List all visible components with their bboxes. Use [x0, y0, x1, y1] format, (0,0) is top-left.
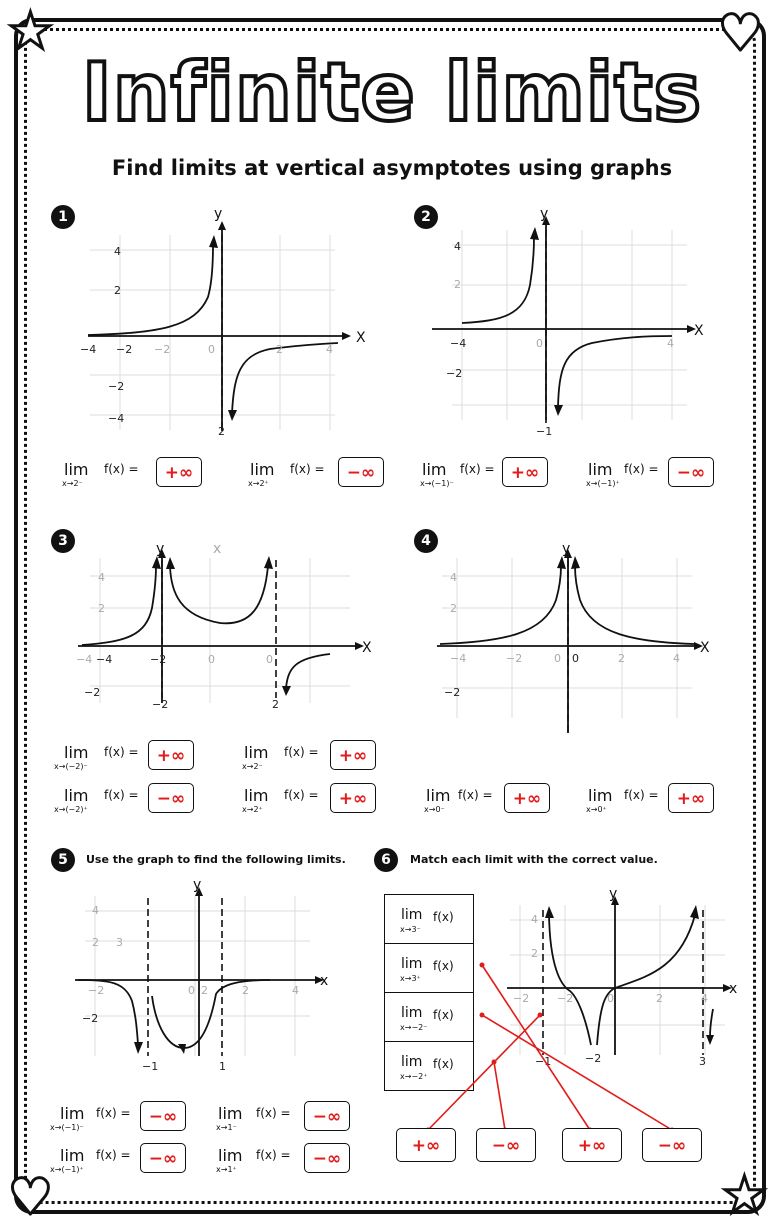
lim-label: lim	[588, 460, 613, 479]
lim-label: lim	[401, 1054, 423, 1070]
page-title: Infinite limits	[81, 46, 703, 139]
x-tick-label: −2	[513, 992, 530, 1005]
y-tick-label: 4	[531, 913, 538, 926]
x-tick-label: 0	[208, 343, 215, 356]
x-tick-label: 0	[554, 652, 561, 665]
y-axis-label: y	[562, 541, 571, 557]
asymptote-label: −2	[585, 1052, 602, 1065]
y-tick-label: 4	[98, 571, 105, 584]
x-tick-label: −4	[450, 337, 467, 350]
lim-function: f(x) =	[460, 462, 495, 476]
lim-subscript: x→1⁻	[216, 1123, 237, 1132]
lim-subscript: x→(−1)⁺	[50, 1165, 84, 1174]
lim-function: f(x) =	[96, 1148, 131, 1162]
lim-subscript: x→2⁺	[248, 479, 269, 488]
x-tick-label: −4	[76, 653, 93, 666]
y-tick-label: 2	[92, 936, 99, 949]
y-tick-label: 2	[454, 278, 461, 291]
x-axis-label: x	[729, 981, 738, 997]
lim-function: f(x) =	[104, 462, 139, 476]
y-axis-label-faint: x	[213, 541, 222, 557]
lim-subscript: x→0⁺	[586, 805, 607, 814]
y-tick-label: −2	[84, 686, 101, 699]
answer-box: +∞	[502, 457, 548, 487]
lim-function: f(x) =	[290, 462, 325, 476]
lim-function: f(x)	[433, 910, 454, 924]
lim-label: lim	[64, 460, 89, 479]
lim-function: f(x) =	[624, 462, 659, 476]
x-tick-label: 2	[276, 343, 283, 356]
x-tick-label: 2	[201, 984, 208, 997]
heart-icon: ♥	[718, 4, 763, 62]
x-tick-label: −4	[96, 653, 113, 666]
lim-function: f(x)	[433, 1008, 454, 1022]
y-tick-label: 4	[114, 245, 121, 258]
lim-subscript: x→−2⁻	[400, 1023, 428, 1032]
lim-subscript: x→(−1)⁻	[50, 1123, 84, 1132]
x-tick-label: −2	[506, 652, 523, 665]
asymptote-label: 2	[218, 425, 225, 438]
x-axis-label: X	[356, 330, 366, 346]
answer-box: +∞	[330, 783, 376, 813]
x-tick-label: 0	[607, 992, 614, 1005]
asymptote-label: −1	[535, 1055, 552, 1068]
answer-box: −∞	[668, 457, 714, 487]
x-tick-label: 4	[701, 992, 708, 1005]
x-axis-label: X	[700, 640, 710, 656]
y-axis-label: y	[193, 877, 202, 893]
x-tick-label: −2	[88, 984, 105, 997]
answer-box: +∞	[668, 783, 714, 813]
x-tick-label: −2	[116, 343, 133, 356]
match-line	[494, 1062, 505, 1130]
x-tick-label: 2	[656, 992, 663, 1005]
lim-subscript: x→(−2)⁺	[54, 805, 88, 814]
x-tick-label: 0	[572, 652, 579, 665]
lim-label: lim	[422, 460, 447, 479]
answer-box: +∞	[148, 740, 194, 770]
lim-function: f(x) =	[458, 788, 493, 802]
lim-function: f(x) =	[96, 1106, 131, 1120]
answer-box: −∞	[338, 457, 384, 487]
problem-number: 2	[414, 205, 438, 229]
x-axis-label: X	[694, 323, 704, 339]
problem-number: 3	[51, 529, 75, 553]
lim-label: lim	[60, 1104, 85, 1123]
lim-label: lim	[218, 1104, 243, 1123]
answer-box: −∞	[148, 783, 194, 813]
x-tick-label: 2	[618, 652, 625, 665]
x-tick-label: 0	[208, 653, 215, 666]
y-axis-label: y	[540, 206, 549, 222]
answer-box: +∞	[156, 457, 202, 487]
lim-subscript: x→(−2)⁻	[54, 762, 88, 771]
lim-label: lim	[244, 743, 269, 762]
x-tick-label: −4	[450, 652, 467, 665]
y-tick-label: −2	[108, 380, 125, 393]
page-subtitle: Find limits at vertical asymptotes using graphs	[111, 156, 673, 180]
match-line	[482, 1015, 672, 1130]
y-tick-label: 4	[450, 571, 457, 584]
lim-subscript: x→−2⁺	[400, 1072, 428, 1081]
lim-label: lim	[244, 786, 269, 805]
match-line	[428, 1015, 540, 1130]
lim-function: f(x)	[433, 1057, 454, 1071]
problem-number: 5	[51, 848, 75, 872]
answer-box: −∞	[304, 1143, 350, 1173]
lim-label: lim	[250, 460, 275, 479]
lim-label: lim	[64, 743, 89, 762]
lim-function: f(x) =	[256, 1106, 291, 1120]
x-tick-label: 4	[673, 652, 680, 665]
x-tick-label: 0	[188, 984, 195, 997]
x-tick-label: 4	[326, 343, 333, 356]
x-tick-label: 4	[292, 984, 299, 997]
match-value-box: +∞	[562, 1128, 622, 1162]
answer-box: −∞	[140, 1143, 186, 1173]
asymptote-label: −2	[152, 698, 169, 711]
match-value-box: −∞	[642, 1128, 702, 1162]
lim-subscript: x→(−1)⁺	[586, 479, 620, 488]
problem-number: 4	[414, 529, 438, 553]
y-tick-label: −2	[444, 686, 461, 699]
lim-subscript: x→2⁺	[242, 805, 263, 814]
y-tick-label: 2	[98, 602, 105, 615]
match-value-box: +∞	[396, 1128, 456, 1162]
y-tick-label: −2	[82, 1012, 99, 1025]
lim-function: f(x) =	[104, 745, 139, 759]
lim-subscript: x→3⁻	[400, 925, 421, 934]
lim-subscript: x→1⁺	[216, 1165, 237, 1174]
x-tick-label: −2	[154, 343, 171, 356]
x-tick-label: −4	[80, 343, 97, 356]
lim-label: lim	[401, 907, 423, 923]
answer-box: +∞	[330, 740, 376, 770]
lim-function: f(x) =	[624, 788, 659, 802]
lim-label: lim	[401, 956, 423, 972]
y-tick-label: 2	[114, 284, 121, 297]
asymptote-label: 2	[272, 698, 279, 711]
lim-label: lim	[218, 1146, 243, 1165]
y-tick-label: 3	[116, 936, 123, 949]
y-tick-label: 2	[531, 947, 538, 960]
lim-label: lim	[60, 1146, 85, 1165]
y-tick-label: −2	[446, 367, 463, 380]
lim-function: f(x) =	[284, 788, 319, 802]
y-tick-label: −4	[108, 412, 125, 425]
x-tick-label: −2	[150, 653, 167, 666]
y-tick-label: 4	[92, 904, 99, 917]
lim-function: f(x) =	[284, 745, 319, 759]
asymptote-label: 1	[219, 1060, 226, 1073]
lim-subscript: x→2⁻	[62, 479, 83, 488]
problem-number: 6	[374, 848, 398, 872]
answer-box: +∞	[504, 783, 550, 813]
lim-label: lim	[588, 786, 613, 805]
answer-box: −∞	[304, 1101, 350, 1131]
match-value-box: −∞	[476, 1128, 536, 1162]
lim-function: f(x) =	[104, 788, 139, 802]
lim-subscript: x→2⁻	[242, 762, 263, 771]
lim-subscript: x→0⁻	[424, 805, 445, 814]
y-axis-label: y	[609, 886, 618, 902]
x-tick-label: 0	[536, 337, 543, 350]
star-icon: ★	[722, 1166, 767, 1224]
asymptote-label: −1	[536, 425, 553, 438]
y-axis-label: y	[214, 206, 223, 222]
lim-subscript: x→(−1)⁻	[420, 479, 454, 488]
y-tick-label: 4	[454, 240, 461, 253]
answer-box: −∞	[140, 1101, 186, 1131]
x-tick-label: 4	[667, 337, 674, 350]
lim-label: lim	[401, 1005, 423, 1021]
x-tick-label: 2	[242, 984, 249, 997]
x-axis-label: X	[362, 640, 372, 656]
heart-icon: ♥	[8, 1168, 53, 1226]
problem-number: 1	[51, 205, 75, 229]
asymptote-label: 3	[699, 1055, 706, 1068]
lim-function: f(x) =	[256, 1148, 291, 1162]
star-icon: ★	[8, 2, 53, 60]
problem-6-instruction: Match each limit with the correct value.	[410, 853, 658, 866]
y-tick-label: 2	[450, 602, 457, 615]
lim-function: f(x)	[433, 959, 454, 973]
x-axis-label: x	[320, 973, 329, 989]
lim-subscript: x→3⁺	[400, 974, 421, 983]
lim-label: lim	[426, 786, 451, 805]
y-axis-label: y	[156, 541, 165, 557]
asymptote-label: −1	[142, 1060, 159, 1073]
problem-5-instruction: Use the graph to find the following limits.	[86, 853, 346, 866]
x-tick-label: −2	[557, 992, 574, 1005]
lim-label: lim	[64, 786, 89, 805]
x-tick-label: 0	[266, 653, 273, 666]
